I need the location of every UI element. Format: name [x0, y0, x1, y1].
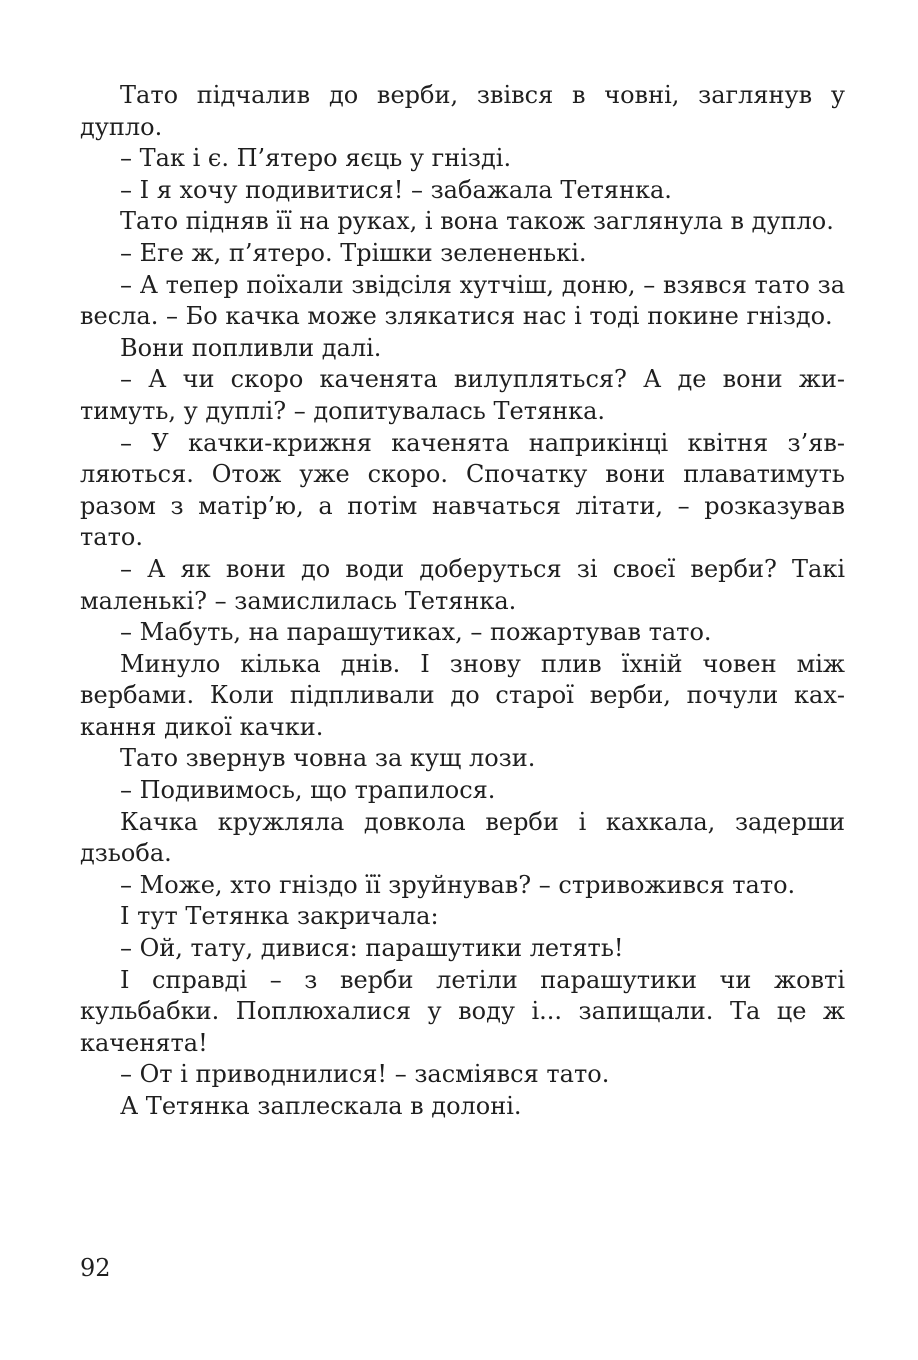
page-number: 92 [80, 1254, 111, 1282]
paragraph: Тато підняв її на руках, і вона також заглянула в дупло. [120, 207, 834, 236]
paragraph: – Може, хто гніздо її зруйнував? – стривожився тато. [120, 870, 796, 899]
paragraph: – І я хочу подивитися! – забажала Тетянка. [120, 175, 672, 204]
paragraph: Качка кружляла довкола верби і кахкала, задерши дзьоба. [80, 807, 845, 868]
paragraph: І тут Тетянка закричала: [120, 902, 439, 931]
paragraph: – Так і є. П’ятеро яєць у гнізді. [120, 144, 512, 173]
paragraph: – А як вони до води доберуться зі своєї верби? Такі маленькі? – замислилась Тетянка. [80, 554, 845, 615]
story-text [80, 80, 845, 1123]
paragraph: І справді – з верби летіли парашутики чи жовті кульбабки. Поплюхалися у воду і... запищали. Та це ж каченята! [80, 965, 845, 1057]
paragraph: – А тепер поїхали звідсіля хутчіш, доню, – взявся тато за весла. – Бо качка може злякатися нас і тоді покине гніздо. [80, 270, 845, 331]
paragraph: – От і приводнилися! – засміявся тато. [120, 1060, 610, 1089]
paragraph: Тато підчалив до верби, звівся в човні, заглянув у дупло. [80, 81, 845, 141]
paragraph: – Еге ж, п’ятеро. Трішки зелененькі. [120, 238, 587, 267]
paragraph: А Тетянка заплескала в долоні. [120, 1092, 522, 1120]
paragraph: – А чи скоро каченята вилупляться? А де вони житимуть, у дуплі? – допитувалась Тетянка. [80, 365, 845, 425]
paragraph: Вони попливли далі. [120, 333, 382, 362]
paragraph: Минуло кілька днів. І знову плив їхній човен між вербами. Коли підпливали до старої верби, почули кахкання дикої качки. [80, 649, 845, 741]
paragraph: – Подивимось, що трапилося. [120, 776, 496, 805]
paragraph: Тато звернув човна за кущ лози. [120, 744, 536, 773]
paragraph: – Мабуть, на парашутиках, – пожартував тато. [120, 618, 712, 647]
paragraph: – Ой, тату, дивися: парашутики летять! [120, 934, 624, 963]
paragraph: – У качки-крижня каченята наприкінці квітня з’являються. Отож уже скоро. Спочатку вони плаватимуть разом з матір’ю, а потім навчаться літати, – розказував тато. [80, 428, 845, 552]
